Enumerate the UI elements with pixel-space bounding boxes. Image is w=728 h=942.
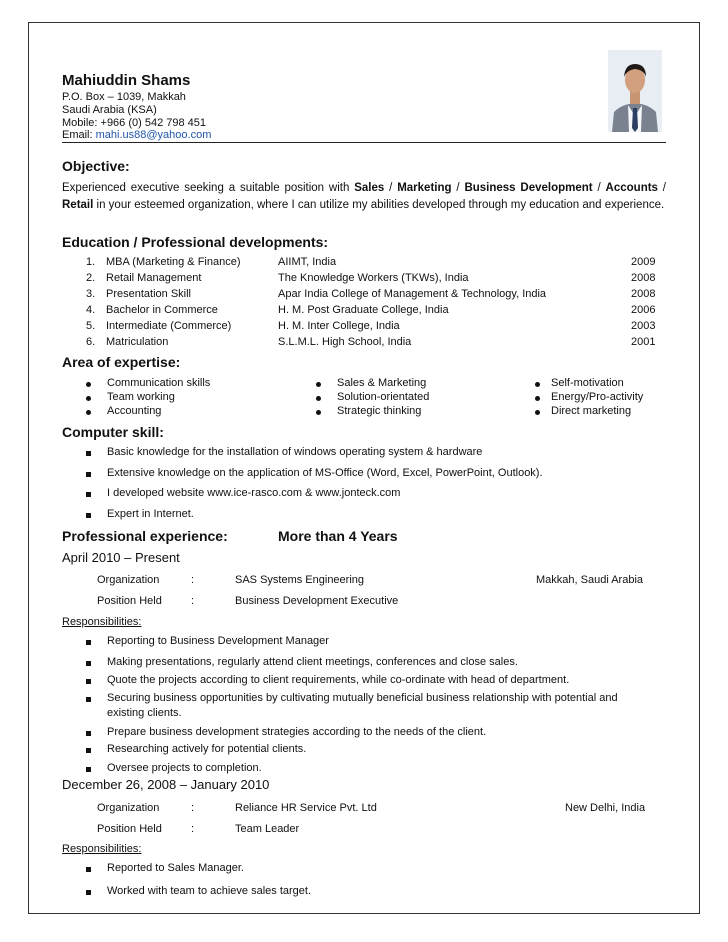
position-title: Business Development Executive <box>235 595 399 607</box>
expertise-item: Direct marketing <box>551 405 632 417</box>
expertise-item: Solution-orientated <box>337 391 430 403</box>
square-bullet-icon <box>86 640 91 645</box>
round-bullet-icon <box>86 410 91 415</box>
square-bullet-icon <box>86 492 91 497</box>
education-row-number: 5. <box>86 320 96 332</box>
education-row-number: 1. <box>86 256 96 268</box>
education-institution: H. M. Post Graduate College, India <box>278 304 449 316</box>
experience-heading: Professional experience: <box>62 528 228 544</box>
education-heading: Education / Professional developments: <box>62 234 329 250</box>
education-course: Matriculation <box>106 336 169 348</box>
position-colon: : <box>191 595 195 607</box>
address-line-1: P.O. Box – 1039, Makkah <box>62 91 186 103</box>
responsibilities-label: Responsibilities: <box>62 616 142 628</box>
responsibility-item: Quote the projects according to client requirements, while co-ordinate with head of department. <box>107 674 570 686</box>
computer-skill-heading: Computer skill: <box>62 424 164 440</box>
responsibility-item: Researching actively for potential clients. <box>107 743 307 755</box>
education-course: Retail Management <box>106 272 202 284</box>
education-year: 2008 <box>631 288 656 300</box>
expertise-item: Self-motivation <box>551 377 624 389</box>
computer-skill-item: Extensive knowledge on the application of MS-Office (Word, Excel, PowerPoint, Outlook). <box>107 466 543 479</box>
round-bullet-icon <box>316 396 321 401</box>
education-institution: AIIMT, India <box>278 256 337 268</box>
square-bullet-icon <box>86 513 91 518</box>
mobile-number: Mobile: +966 (0) 542 798 451 <box>62 117 207 129</box>
job-location: Makkah, Saudi Arabia <box>536 574 644 586</box>
square-bullet-icon <box>86 679 91 684</box>
education-institution: The Knowledge Workers (TKWs), India <box>278 272 469 284</box>
email-link[interactable]: mahi.us88@yahoo.com <box>95 129 212 141</box>
education-year: 2008 <box>631 272 656 284</box>
education-row-number: 2. <box>86 272 96 284</box>
education-year: 2006 <box>631 304 656 316</box>
position-title: Team Leader <box>235 823 300 835</box>
position-colon: : <box>191 823 195 835</box>
expertise-item: Strategic thinking <box>337 405 422 417</box>
responsibility-item: Making presentations, regularly attend client meetings, conferences and close sales. <box>107 656 518 668</box>
round-bullet-icon <box>316 382 321 387</box>
round-bullet-icon <box>86 396 91 401</box>
responsibility-item: Worked with team to achieve sales target. <box>107 885 312 897</box>
responsibility-item: Reporting to Business Development Manager <box>107 635 329 647</box>
round-bullet-icon <box>86 382 91 387</box>
square-bullet-icon <box>86 451 91 456</box>
computer-skill-item: Basic knowledge for the installation of windows operating system & hardware <box>107 446 483 458</box>
position-label: Position Held <box>97 595 162 607</box>
organization-name: Reliance HR Service Pvt. Ltd <box>235 802 377 814</box>
expertise-item: Accounting <box>107 405 162 417</box>
education-course: Bachelor in Commerce <box>106 304 218 316</box>
profile-photo-image <box>608 50 662 132</box>
org-colon: : <box>191 574 195 586</box>
job-period: April 2010 – Present <box>62 550 180 565</box>
education-year: 2001 <box>631 336 656 348</box>
square-bullet-icon <box>86 890 91 895</box>
experience-summary: More than 4 Years <box>278 528 398 544</box>
square-bullet-icon <box>86 661 91 666</box>
education-institution: S.L.M.L. High School, India <box>278 336 412 348</box>
responsibility-item: existing clients. <box>107 707 182 719</box>
square-bullet-icon <box>86 748 91 753</box>
education-row-number: 6. <box>86 336 96 348</box>
job-location: New Delhi, India <box>565 802 646 814</box>
objective-heading: Objective: <box>62 158 130 174</box>
email-line <box>62 129 211 141</box>
profile-photo <box>608 50 662 132</box>
organization-name: SAS Systems Engineering <box>235 574 365 586</box>
education-course: Intermediate (Commerce) <box>106 320 232 332</box>
education-row-number: 4. <box>86 304 96 316</box>
round-bullet-icon <box>535 396 540 401</box>
org-colon: : <box>191 802 195 814</box>
square-bullet-icon <box>86 472 91 477</box>
round-bullet-icon <box>535 382 540 387</box>
round-bullet-icon <box>535 410 540 415</box>
education-year: 2003 <box>631 320 656 332</box>
org-label: Organization <box>97 574 160 586</box>
responsibility-item: Prepare business development strategies according to the needs of the client. <box>107 726 487 738</box>
responsibility-item: Oversee projects to completion. <box>107 762 262 774</box>
expertise-item: Sales & Marketing <box>337 377 427 389</box>
education-course: MBA (Marketing & Finance) <box>106 256 241 268</box>
education-institution: Apar India College of Management & Technology, India <box>278 288 547 300</box>
address-line-2: Saudi Arabia (KSA) <box>62 104 157 116</box>
candidate-name: Mahiuddin Shams <box>62 72 191 89</box>
square-bullet-icon <box>86 867 91 872</box>
education-institution: H. M. Inter College, India <box>278 320 400 332</box>
square-bullet-icon <box>86 767 91 772</box>
education-row-number: 3. <box>86 288 96 300</box>
expertise-item: Communication skills <box>107 377 211 389</box>
job-period: December 26, 2008 – January 2010 <box>62 777 270 792</box>
responsibility-item: Reported to Sales Manager. <box>107 862 244 874</box>
objective-text: Experienced executive seeking a suitable position with Sales / Marketing / Business Development / Accounts / Retail in your esteemed organization, where I can utilize my abilities developed through my education and experience. <box>62 182 666 211</box>
round-bullet-icon <box>316 410 321 415</box>
responsibilities-label: Responsibilities: <box>62 843 142 855</box>
expertise-item: Energy/Pro-activity <box>551 391 644 403</box>
square-bullet-icon <box>86 697 91 702</box>
education-course: Presentation Skill <box>106 288 191 300</box>
responsibility-item: Securing business opportunities by cultivating mutually beneficial business relationship with potential and <box>107 692 618 704</box>
education-year: 2009 <box>631 256 656 268</box>
email-label: Email: <box>62 129 93 141</box>
org-label: Organization <box>97 802 160 814</box>
expertise-heading: Area of expertise: <box>62 354 181 370</box>
square-bullet-icon <box>86 731 91 736</box>
position-label: Position Held <box>97 823 162 835</box>
header-divider <box>62 142 666 143</box>
expertise-item: Team working <box>107 391 175 403</box>
computer-skill-item: Expert in Internet. <box>107 507 194 520</box>
computer-skill-item: I developed website www.ice-rasco.com & www.jonteck.com <box>107 487 401 499</box>
